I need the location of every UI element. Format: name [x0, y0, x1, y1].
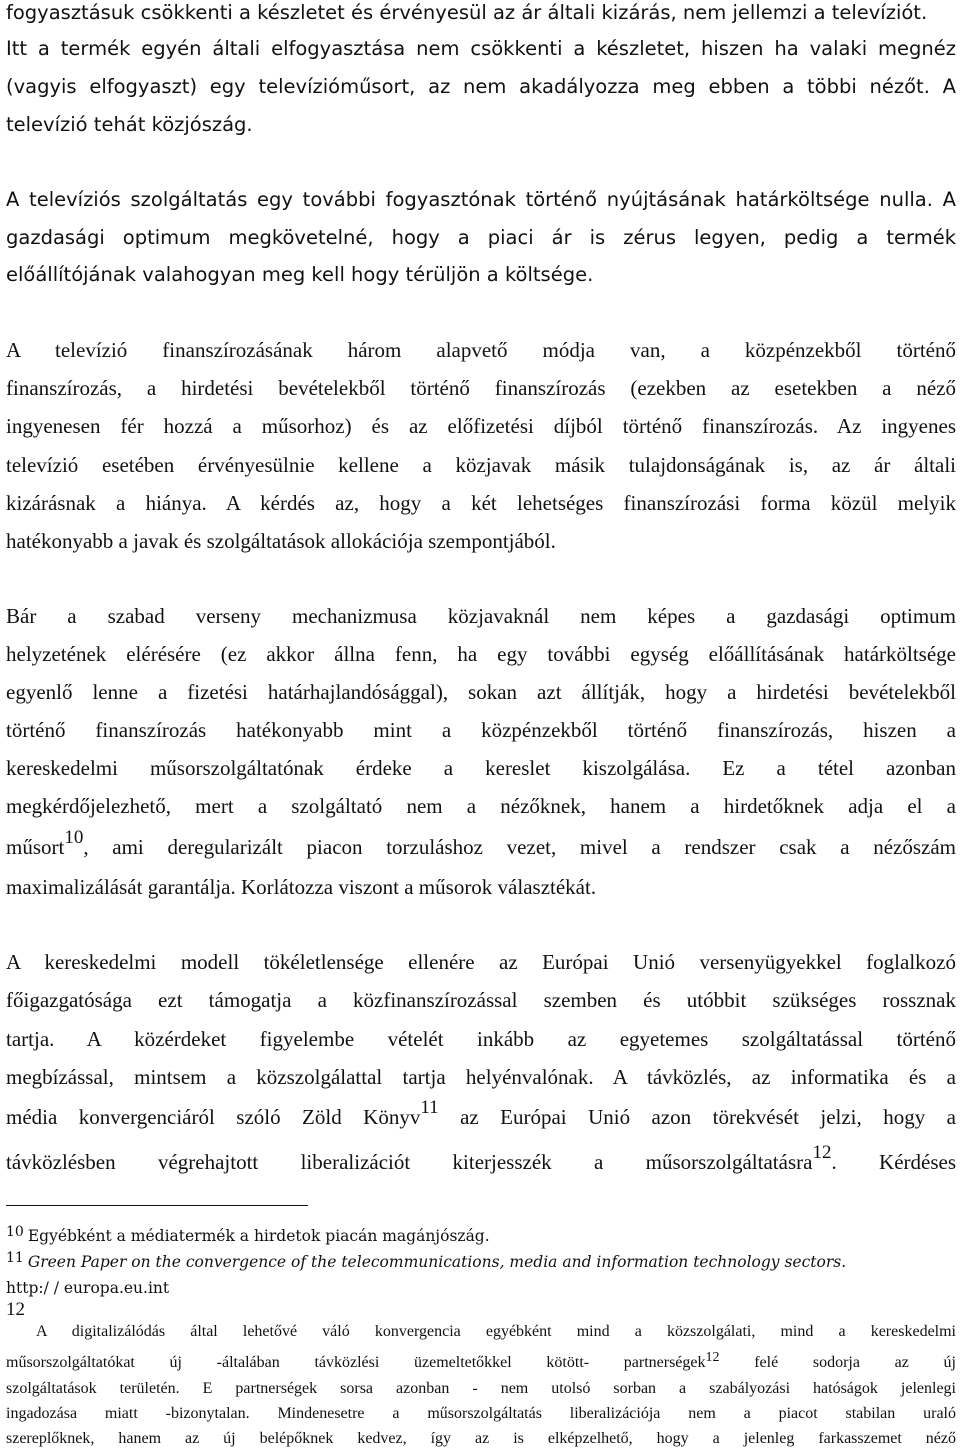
body-text-line: előállítójának valahogyan meg kell hogy térüljön a költsége.: [6, 263, 594, 286]
body-text-line: kereskedelmi műsorszolgáltatónak érdeke a kereslet kiszolgálása. Ez a tétel azonban: [6, 756, 956, 780]
body-text-line: [6, 827, 956, 860]
body-text-line: gazdasági optimum megkövetelné, hogy a piaci ár is zérus legyen, pedig a termék: [6, 226, 956, 249]
body-text-line: A televízió finanszírozásának három alapvető módja van, a közpénzekből történő: [6, 338, 956, 362]
text-span: műsorszolgáltatókat új -általában távközlési üzemeltetőkkel kötött- partnerségek: [6, 1354, 706, 1371]
footnote-url[interactable]: http:/ / europa.eu.int: [6, 1279, 170, 1297]
body-text-line: maximalizálását garantálja. Korlátozza viszont a műsorok választékát.: [6, 875, 597, 899]
body-text-line: megkérdőjelezhető, mert a szolgáltató nem a nézőknek, hanem a hirdetőknek adja el a: [6, 794, 956, 818]
footnote-text: Egyébként a médiatermék a hirdetok piacán magánjószág.: [27, 1227, 490, 1245]
body-text-line: Bár a szabad verseny mechanizmusa közjavaknál nem képes a gazdasági optimum: [6, 604, 956, 628]
body-text-line: megbízással, mintsem a közszolgálattal tartja helyénvalónak. A távközlés, az informatika és a: [6, 1065, 956, 1089]
footnote-12-line: A digitalizálódás által lehetővé váló konvergencia egyébként mind a közszolgálati, mind a kereskedelmi: [36, 1323, 956, 1340]
footnote-10: [6, 1226, 956, 1247]
text-span: távközlésben végrehajtott liberalizációt kiterjesszék a műsorszolgáltatásra: [6, 1150, 813, 1174]
footnote-12-line: ingadozása miatt -bizonytalan. Mindenesetre a műsorszolgáltatás liberalizációja nem a piacot stabilan uraló: [6, 1405, 956, 1422]
footnote-12-line: szereplőknek, hanem az új belépőknek kedvez, így az is elképzelhető, hogy a jelenleg farkasszemet néző: [6, 1430, 956, 1447]
footnote-separator: [6, 1205, 308, 1206]
body-text-line: Itt a termék egyén általi elfogyasztása nem csökkenti a készletet, hiszen ha valaki megnéz: [6, 37, 956, 60]
footnote-reference[interactable]: 12: [812, 1142, 832, 1163]
footnote-reference[interactable]: 11: [420, 1097, 439, 1118]
body-text-line: kizárásnak a hiánya. A kérdés az, hogy a két lehetséges finanszírozási forma közül melyik: [6, 491, 956, 515]
body-text-line: televízió tehát közjószág.: [6, 113, 253, 136]
body-text-line: [6, 1142, 957, 1175]
body-text-line: fogyasztásuk csökkenti a készletet és érvényesül az ár általi kizárás, nem jellemzi a televíziót.: [6, 1, 928, 24]
footnote-number: 11: [6, 1250, 24, 1266]
body-text-line: televízió esetében érvényesülnie kellene a közjavak másik tulajdonságának is, az ár általi: [6, 453, 956, 477]
footnote-12-number: 12: [6, 1299, 25, 1320]
body-text-line: [6, 1097, 956, 1130]
body-text-line: helyzetének elérésére (ez akkor állna fenn, ha egy további egység előállításának határköltsége: [6, 642, 956, 666]
text-span: felé sodorja az új: [719, 1354, 956, 1371]
text-span: , ami deregularizált piacon torzuláshoz vezet, mivel a rendszer csak a nézőszám: [83, 835, 956, 859]
text-span: műsort: [6, 835, 65, 859]
body-text-line: tartja. A közérdeket figyelembe vételét inkább az egyetemes szolgáltatással történő: [6, 1027, 956, 1051]
body-text-line: A televíziós szolgáltatás egy további fogyasztónak történő nyújtásának határköltsége nulla. A: [6, 188, 956, 211]
body-text-line: (vagyis elfogyaszt) egy televízióműsort, az nem akadályozza meg ebben a többi nézőt. A: [6, 75, 956, 98]
footnote-reference: 12: [705, 1350, 720, 1365]
text-span: . Kérdéses: [831, 1150, 957, 1174]
footnote-12-line: szolgáltatások területén. E partnerségek sorsa azonban - nem utolsó sorban a szabályozási hatóságok jelenlegi: [6, 1380, 956, 1397]
body-text-line: egyenlő lenne a fizetési határhajlandósággal), sokan azt állítják, hogy a hirdetési bevételekből: [6, 680, 956, 704]
footnote-11: [6, 1252, 956, 1273]
body-text-line: főigazgatósága ezt támogatja a közfinanszírozással szemben és utóbbit szükséges rossznak: [6, 988, 956, 1012]
body-text-line: történő finanszírozás hatékonyabb mint a közpénzekből történő finanszírozás, hiszen a: [6, 718, 956, 742]
text-span: média konvergenciáról szóló Zöld Könyv: [6, 1105, 421, 1129]
footnote-12-line: [6, 1350, 956, 1373]
footnote-reference[interactable]: 10: [64, 827, 84, 848]
body-text-line: ingyenesen fér hozzá a műsorhoz) és az előfizetési díjból történő finanszírozás. Az ingyenes: [6, 414, 956, 438]
body-text-line: A kereskedelmi modell tökéletlensége ellenére az Európai Unió versenyügyekkel foglalkozó: [6, 950, 956, 974]
body-text-line: hatékonyabb a javak és szolgáltatások allokációja szempontjából.: [6, 529, 556, 553]
footnote-text: Green Paper on the convergence of the telecommunications, media and information technology sectors.: [27, 1253, 847, 1271]
text-span: az Európai Unió azon törekvését jelzi, hogy a: [438, 1105, 956, 1129]
footnote-number: 10: [6, 1224, 24, 1240]
body-text-line: finanszírozás, a hirdetési bevételekből történő finanszírozás (ezekben az esetekben a néző: [6, 376, 956, 400]
